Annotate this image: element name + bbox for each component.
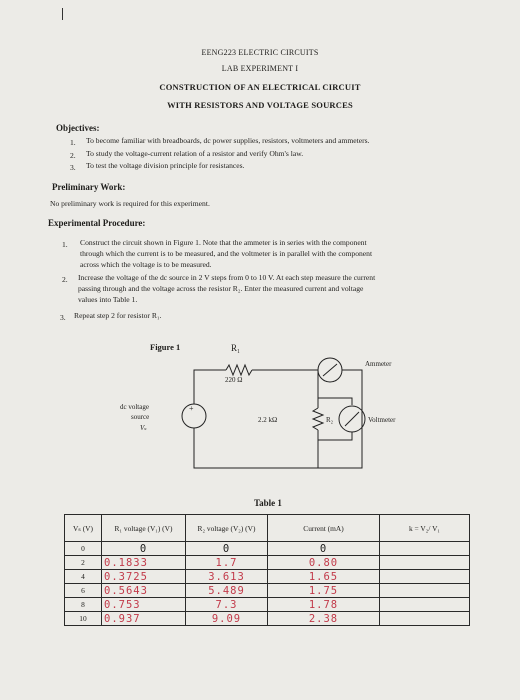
objective-item: To become familiar with breadboards, dc power supplies, resistors, voltmeters and ammeters.	[86, 136, 370, 145]
procedure-line: values into Table 1.	[78, 295, 138, 304]
k-cell	[380, 584, 470, 598]
table-header-row	[65, 515, 470, 542]
table-row	[65, 584, 470, 598]
source-plus-sign: +	[189, 404, 194, 413]
r2-value: 2.2 kΩ	[258, 416, 278, 424]
table-row	[65, 570, 470, 584]
objective-number: 1.	[70, 138, 76, 147]
procedure-number: 2.	[62, 275, 68, 284]
vs-cell: 8	[65, 598, 102, 612]
wire	[194, 370, 362, 468]
vs-cell: 2	[65, 556, 102, 570]
lab-title: LAB EXPERIMENT I	[221, 64, 299, 73]
objective-item: To test the voltage division principle for resistances.	[86, 161, 245, 170]
k-cell	[380, 570, 470, 584]
k-cell	[380, 542, 470, 556]
current-cell: 2.38	[268, 612, 380, 626]
objective-item: To study the voltage-current relation of a resistor and verify Ohm's law.	[86, 149, 304, 158]
v1-cell: 0.937	[102, 612, 186, 626]
r2-label: R₂	[326, 416, 334, 424]
procedure-line: Increase the voltage of the dc source in 2 V steps from 0 to 10 V. At each step measure the current	[78, 273, 376, 282]
preliminary-text: No preliminary work is required for this experiment.	[50, 199, 210, 208]
v2-cell: 0	[186, 542, 268, 556]
objectives-heading: Objectives:	[56, 123, 100, 133]
wire	[318, 398, 352, 405]
course-title: EENG223 ELECTRIC CIRCUITS	[201, 48, 319, 57]
wire	[318, 432, 352, 440]
procedure-number: 3.	[60, 313, 66, 322]
current-cell: 0.80	[268, 556, 380, 570]
voltmeter-label: Voltmeter	[368, 416, 396, 424]
v1-cell: 0.5643	[102, 584, 186, 598]
v1-cell: 0.1833	[102, 556, 186, 570]
table-title: Table 1	[254, 498, 282, 508]
experiment-title-line1: CONSTRUCTION OF AN ELECTRICAL CIRCUIT	[159, 82, 361, 92]
column-header: R₁ voltage (V₁) (V)	[102, 515, 186, 542]
voltage-source-icon	[182, 404, 206, 428]
procedure-line: passing through and the voltage across the resistor R₂. Enter the measured current and voltage	[78, 284, 364, 293]
procedure-number: 1.	[62, 240, 68, 249]
figure-label: Figure 1	[150, 342, 181, 352]
resistor-r1-symbol	[226, 365, 252, 375]
v1-cell: 0.3725	[102, 570, 186, 584]
experiment-title-line2: WITH RESISTORS AND VOLTAGE SOURCES	[167, 100, 353, 110]
table-row	[65, 556, 470, 570]
procedure-line: through which the current is to be measured, and the voltmeter is in parallel with the component	[80, 249, 373, 258]
v2-cell: 5.489	[186, 584, 268, 598]
results-table	[64, 514, 470, 626]
objective-number: 2.	[70, 151, 76, 160]
procedure-heading: Experimental Procedure:	[48, 218, 146, 228]
ammeter-label: Ammeter	[365, 360, 392, 368]
v2-cell: 1.7	[186, 556, 268, 570]
k-cell	[380, 612, 470, 626]
preliminary-heading: Preliminary Work:	[52, 182, 126, 192]
column-header: k = V₂/ V₁	[380, 515, 470, 542]
source-symbol: Vₛ	[140, 424, 147, 432]
current-cell: 0	[268, 542, 380, 556]
table-row	[65, 612, 470, 626]
column-header: Current (mA)	[268, 515, 380, 542]
table-row	[65, 542, 470, 556]
procedure-line: across which the voltage is to be measured.	[80, 260, 212, 269]
k-cell	[380, 598, 470, 612]
v1-cell: 0.753	[102, 598, 186, 612]
r1-value: 220 Ω	[225, 376, 243, 384]
v2-cell: 3.613	[186, 570, 268, 584]
current-cell: 1.65	[268, 570, 380, 584]
column-header: R₂ voltage (V₂) (V)	[186, 515, 268, 542]
resistor-r2-symbol	[313, 408, 323, 430]
vs-cell: 0	[65, 542, 102, 556]
objective-number: 3.	[70, 163, 76, 172]
table-row	[65, 598, 470, 612]
procedure-line: Construct the circuit shown in Figure 1. Note that the ammeter is in series with the component	[80, 238, 367, 247]
v1-cell: 0	[102, 542, 186, 556]
source-label-line1: dc voltage	[120, 403, 149, 411]
vs-cell: 10	[65, 612, 102, 626]
column-header: Vₛ (V)	[65, 515, 102, 542]
vs-cell: 6	[65, 584, 102, 598]
procedure-line: Repeat step 2 for resistor R₁.	[74, 311, 162, 320]
current-cell: 1.78	[268, 598, 380, 612]
vs-cell: 4	[65, 570, 102, 584]
source-label-line2: source	[131, 413, 150, 421]
v2-cell: 9.09	[186, 612, 268, 626]
r1-label: R₁	[231, 343, 241, 353]
wire	[194, 370, 226, 395]
current-cell: 1.75	[268, 584, 380, 598]
k-cell	[380, 556, 470, 570]
v2-cell: 7.3	[186, 598, 268, 612]
